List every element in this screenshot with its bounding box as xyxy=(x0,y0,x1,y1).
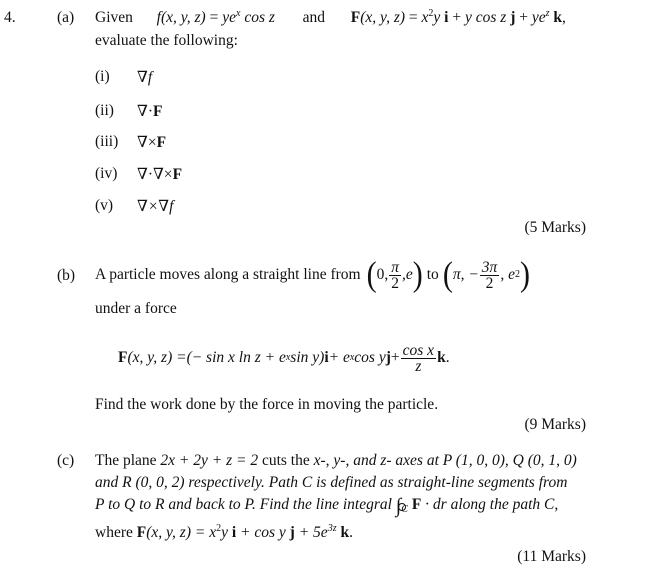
c-line4-a: where xyxy=(95,524,137,541)
eq-sign: = xyxy=(205,9,223,26)
c-line4-exp2: 3z xyxy=(327,523,337,534)
item-v-label: (v) xyxy=(95,197,114,214)
plus-1: + xyxy=(448,9,465,26)
F-term1b: y xyxy=(433,9,441,26)
c-line3-dot: · dr xyxy=(421,496,447,513)
F-lhs: F xyxy=(350,9,361,26)
F-term2: y cos z xyxy=(464,9,507,26)
left-paren-1: ( xyxy=(366,255,377,294)
point2-den: 2 xyxy=(485,274,494,292)
F-args: (x, y, z) xyxy=(360,9,406,26)
item-v-expr: ∇×∇f xyxy=(137,198,174,215)
point2-b: , e xyxy=(500,266,515,283)
c-line4-exp1: 2 xyxy=(216,523,222,534)
part-c-line3 xyxy=(95,495,559,517)
force-plus: + xyxy=(390,349,400,366)
c-line1-c: x-, y-, and z- axes at P (1, 0, 0), Q (0, 1, 0) xyxy=(313,452,577,469)
c-line4-b: y xyxy=(221,524,232,541)
force-k: k xyxy=(437,349,446,366)
force-args: (x, y, z) = xyxy=(127,349,187,366)
item-i-label: (i) xyxy=(95,68,110,85)
eq-sign-2: = xyxy=(405,9,422,26)
item-iii-op: ∇× xyxy=(137,134,157,151)
part-c-line1 xyxy=(95,452,577,470)
force-den: z xyxy=(415,357,422,375)
c-line4-k: k xyxy=(340,524,350,541)
item-ii-label: (ii) xyxy=(95,102,114,119)
part-b-text3: Find the work done by the force in moving the particle. xyxy=(95,396,439,413)
and-word: and xyxy=(302,9,326,26)
part-c-line2: and R (0, 0, 2) respectively. Path C is defined as straight-line segments from xyxy=(95,474,568,491)
F-term1: x xyxy=(421,9,429,26)
c-line4-c: + cos y xyxy=(236,524,290,541)
item-iv-expr xyxy=(137,165,182,184)
item-iv-label: (iv) xyxy=(95,165,118,182)
item-iv-vec: F xyxy=(172,166,183,183)
unit-j: j xyxy=(510,9,516,26)
unit-k: k xyxy=(553,9,563,26)
force-equation: F (x, y, z) = (− sin x ln z + e x sin y) i + e x cos y j + $\frac{\text{cos x}}{z}$ k . xyxy=(118,341,450,375)
point1-den: 2 xyxy=(391,274,399,292)
item-iv-op: ∇·∇× xyxy=(137,166,173,183)
force-frac xyxy=(401,343,436,374)
force-num: cos x xyxy=(402,341,435,359)
item-iii-label: (iii) xyxy=(95,133,119,150)
item-ii-vec: F xyxy=(152,103,163,120)
point2-a: π, − xyxy=(452,266,479,283)
part-b-line1: A particle moves along a straight line from ( 0, $\frac{\pi}{2}$ ,e ) to ( π, − $\frac{3\pi}{2}$ , e 2 ) xyxy=(95,255,530,294)
c-int-sub: C xyxy=(401,504,408,515)
part-a-label: (a) xyxy=(57,9,75,26)
point1-num: π xyxy=(391,258,399,276)
c-line1-a: The plane xyxy=(95,452,161,469)
part-b-marks: (9 Marks) xyxy=(524,416,586,433)
part-b-label: (b) xyxy=(57,267,76,284)
c-line4-period: . xyxy=(349,524,353,541)
c-line3-a: P to Q to R and back to P. Find the line integral xyxy=(95,496,396,513)
point1-frac xyxy=(389,260,401,291)
item-iii-expr xyxy=(137,133,166,152)
evaluate-text: evaluate the following: xyxy=(95,32,238,49)
force-period: . xyxy=(445,349,450,366)
plus-2: + xyxy=(515,9,532,26)
part-b-text1: A particle moves along a straight line from xyxy=(95,266,361,283)
force-i: i xyxy=(324,349,329,366)
item-i-expr: ∇f xyxy=(137,69,153,86)
part-c-marks: (11 Marks) xyxy=(517,548,586,565)
to-word: to xyxy=(426,266,439,283)
item-ii-expr xyxy=(137,102,162,121)
f-exp: x xyxy=(235,8,241,19)
force-j: j xyxy=(385,349,391,366)
point1-b: ,e xyxy=(401,266,413,283)
part-c-line4 xyxy=(95,524,353,542)
c-line3-b: along the path C, xyxy=(446,496,559,513)
force-t1: (− sin x ln z + e xyxy=(186,349,286,366)
given-word: Given xyxy=(95,9,133,26)
c-line3-F: F xyxy=(411,496,422,513)
comma: , xyxy=(562,9,566,26)
point1-a: 0, xyxy=(376,266,389,283)
f-rhs: ye xyxy=(222,9,236,26)
force-t2b: cos y xyxy=(354,349,386,366)
force-t2: + e xyxy=(328,349,350,366)
c-line4-d: + 5e xyxy=(294,524,328,541)
contour-integral-icon: ∫ xyxy=(396,501,401,511)
item-iii-vec: F xyxy=(156,134,167,151)
f-lhs: f(x, y, z) xyxy=(156,9,206,26)
c-plane: 2x + 2y + z = 2 xyxy=(160,452,259,469)
question-number: 4. xyxy=(4,9,16,26)
point2-num: 3π xyxy=(481,258,498,276)
F-term3-exp: z xyxy=(545,8,550,19)
part-a-marks: (5 Marks) xyxy=(524,219,586,236)
item-ii-op: ∇· xyxy=(137,103,153,120)
right-paren-2: ) xyxy=(519,255,530,294)
F-term1-exp: 2 xyxy=(428,8,434,19)
f-tail: cos z xyxy=(240,9,275,26)
force-t1b: sin y) xyxy=(290,349,325,366)
part-b-text2: under a force xyxy=(95,300,177,317)
point2-frac xyxy=(480,260,500,291)
left-paren-2: ( xyxy=(442,255,453,294)
unit-i: i xyxy=(444,9,449,26)
F-term3: ye xyxy=(531,9,546,26)
right-paren-1: ) xyxy=(412,255,423,294)
part-c-label: (c) xyxy=(57,452,75,469)
c-line4-i: i xyxy=(231,524,237,541)
force-F: F xyxy=(118,349,128,366)
c-line4-args: (x, y, z) = x xyxy=(146,524,217,541)
part-a-line1 xyxy=(95,9,566,27)
c-line4-j: j xyxy=(289,524,295,541)
c-line1-b: cuts the xyxy=(258,452,314,469)
c-line4-F: F xyxy=(136,524,147,541)
